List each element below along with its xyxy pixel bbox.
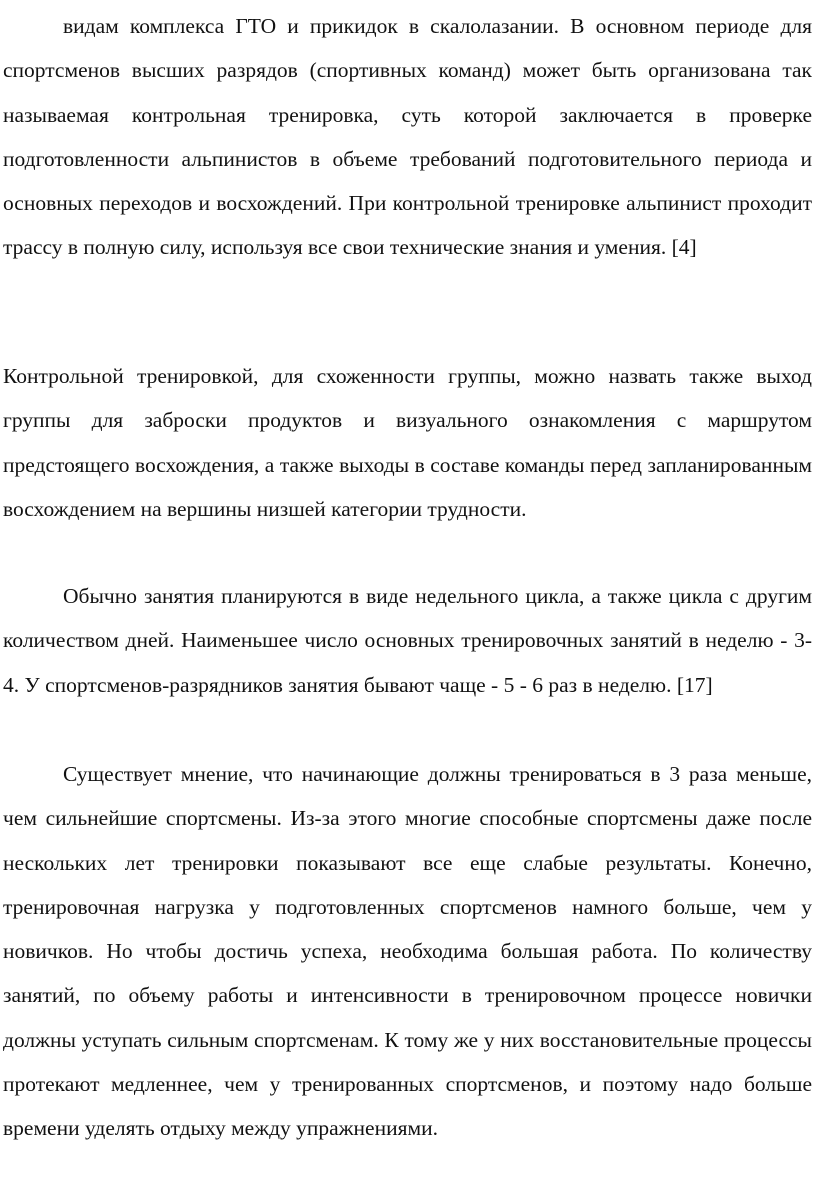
- paragraph-gto-control-training: видам комплекса ГТО и прикидок в скалолазании. В основном периоде для спортсменов высших разрядов (спортивных команд) может быть организована так называемая контрольная тренировка, суть которой заключается в проверке подготовленности альпинистов в объеме требований подготовительного периода и основных переходов и восхождений. При контрольной тренировке альпинист проходит трассу в полную силу, используя все свои технические знания и умения. [4]: [3, 14, 812, 260]
- paragraph-weekly-cycle: Обычно занятия планируются в виде недельного цикла, а также цикла с другим количеством дней. Наименьшее число основных тренировочных занятий в неделю - 3-4. У спортсменов-разрядников занятия бывают чаще - 5 - 6 раз в неделю. [17]: [3, 584, 812, 697]
- paragraph-group-cohesion: Контрольной тренировкой, для схоженности группы, можно назвать также выход группы для заброски продуктов и визуального ознакомления с маршрутом предстоящего восхождения, а также выходы в составе команды перед запланированным восхождением на вершины низшей категории трудности.: [3, 364, 812, 521]
- paragraph-beginners-load: Существует мнение, что начинающие должны тренироваться в 3 раза меньше, чем сильнейшие спортсмены. Из-за этого многие способные спортсмены даже после нескольких лет тренировки показывают все еще слабые результаты. Конечно, тренировочная нагрузка у подготовленных спортсменов намного больше, чем у новичков. Но чтобы достичь успеха, необходима большая работа. По количеству занятий, по объему работы и интенсивности в тренировочном процессе новички должны уступать сильным спортсменам. К тому же у них восстановительные процессы протекают медленнее, чем у тренированных спортсменов, и поэтому надо больше времени уделять отдыху между упражнениями.: [3, 762, 812, 1141]
